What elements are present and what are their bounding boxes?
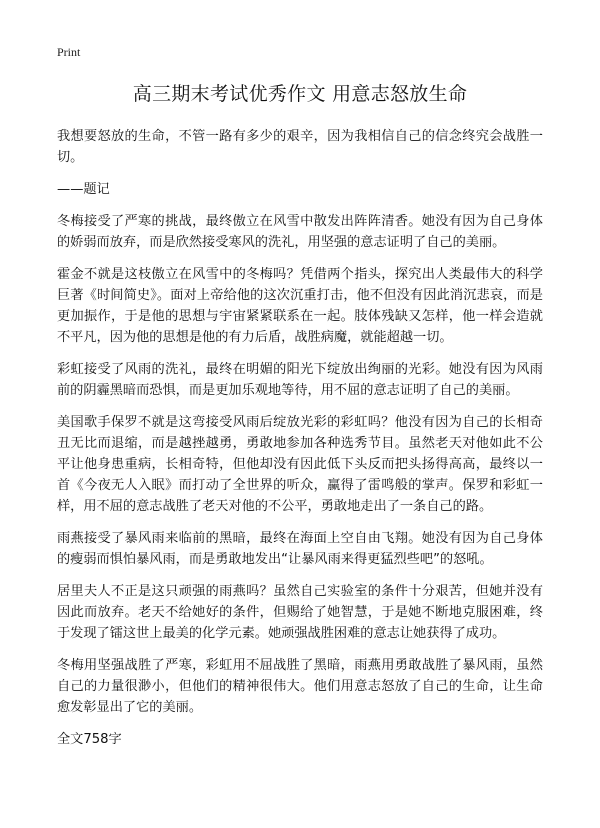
body-paragraph: 彩虹接受了风雨的洗礼，最终在明媚的阳光下绽放出绚丽的光彩。她没有因为风雨前的阴霾黑暗而恐惧，而是更加乐观地等待，用不屈的意志证明了自己的美丽。 — [57, 362, 543, 398]
print-link[interactable]: Print — [57, 45, 81, 59]
body-paragraph: 美国歌手保罗不就是这弯接受风雨后绽放光彩的彩虹吗？他没有因为自己的长相奇丑无比而退缩，而是越挫越勇，勇敢地参加各种选秀节目。虽然老天对他如此不公平让他身患重病，长相奇特，但他却没有因此低下头反而把头扬得高高，最终以一首《今夜无人入眠》而打动了全世界的听众，赢得了雷鸣般的掌声。保罗和彩虹一样，用不屈的意志战胜了老天对他的不公平，勇敢地走出了一条自己的路。 — [57, 415, 543, 514]
conclusion-paragraph: 冬梅用坚强战胜了严寒，彩虹用不屈战胜了黑暗，雨燕用勇敢战胜了暴风雨，虽然自己的力量很渺小，但他们的精神很伟大。他们用意志怒放了自己的生命，让生命愈发彰显出了它的美丽。 — [57, 658, 543, 715]
article-body — [57, 126, 543, 718]
body-paragraph: 霍金不就是这枝傲立在风雪中的冬梅吗？凭借两个指头，探究出人类最伟大的科学巨著《时间简史》。面对上帝给他的这次沉重打击，他不但没有因此消沉悲哀，而是更加振作，于是他的思想与宇宙紧紧联系在一起。肢体残缺又怎样，他一样会造就不平凡，因为他的思想是他的有力后盾，战胜病魔，就能超越一切。 — [57, 267, 543, 345]
body-paragraph: 冬梅接受了严寒的挑战，最终傲立在风雪中散发出阵阵清香。她没有因为自己身体的娇弱而放弃，而是欣然接受寒风的洗礼，用坚强的意志证明了自己的美丽。 — [57, 214, 543, 250]
body-paragraph: 雨燕接受了暴风雨来临前的黑暗，最终在海面上空自由飞翔。她没有因为自己身体的瘦弱而惧怕暴风雨，而是勇敢地发出“让暴风雨来得更猛烈些吧”的怒吼。 — [57, 531, 543, 567]
body-paragraph: 居里夫人不正是这只顽强的雨燕吗？虽然自己实验室的条件十分艰苦，但她并没有因此而放弃。老天不给她好的条件，但赐给了她智慧，于是她不断地克服困难，终于发现了镭这世上最美的化学元素。她顽强战胜困难的意志让她获得了成功。 — [57, 584, 543, 641]
epigraph-attribution: ——题记 — [57, 182, 110, 197]
article-title: 高三期末考试优秀作文 用意志怒放生命 — [132, 83, 468, 105]
epigraph-paragraph: 我想要怒放的生命，不管一路有多少的艰辛，因为我相信自己的信念终究会战胜一切。 — [57, 129, 543, 165]
word-count: 全文758字 — [57, 732, 122, 747]
